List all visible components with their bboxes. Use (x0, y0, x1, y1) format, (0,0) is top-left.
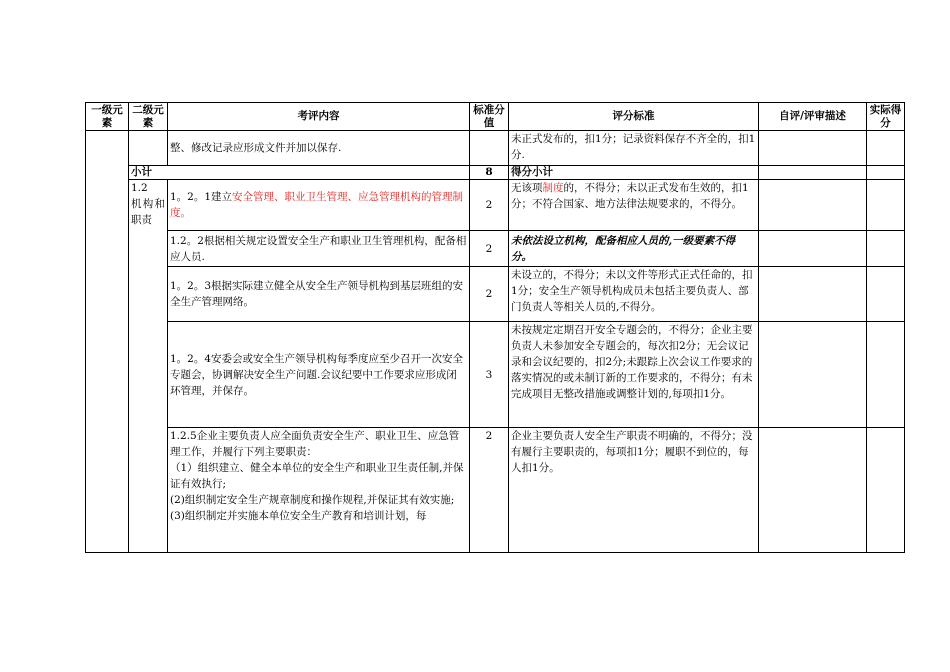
level2-element-cell (129, 131, 168, 166)
score-cell (470, 131, 509, 166)
content-line: （1）组织建立、健全本单位的安全生产和职业卫生责任制,并保证有效执行; (170, 462, 464, 490)
header-standard-score: 标准分值 (470, 103, 509, 131)
actual-score-cell (867, 131, 905, 166)
self-review-cell (759, 428, 867, 553)
score-cell: 2 (470, 428, 509, 553)
criteria-cell: 未依法设立机构，配备相应人员的,一级要素不得分。 (509, 231, 759, 267)
assessment-table (85, 102, 905, 553)
criteria-text: 无该项 (511, 182, 543, 194)
actual-score-cell (867, 180, 905, 231)
actual-score-cell (867, 267, 905, 322)
self-review-cell (759, 231, 867, 267)
self-review-cell (759, 166, 867, 180)
content-line: (3)组织制定并实施本单位安全生产教育和培训计划，每 (170, 510, 427, 522)
header-level2-element: 二级元素 (129, 103, 168, 131)
header-self-review-description: 自评/评审描述 (759, 103, 867, 131)
subtotal-score: 8 (470, 166, 509, 180)
header-assessment-content: 考评内容 (168, 103, 470, 131)
content-line: (2)组织制定安全生产规章制度和操作规程,并保证其有效实施; (170, 494, 455, 506)
subtotal-row (86, 166, 905, 180)
criteria-text-rest: 的，不得分；未以正式发布生效的，扣1分；不符合国家、地方法律法规要求的，不得分。 (511, 182, 749, 210)
content-text: 1。2。1建立 (170, 191, 233, 203)
level1-element-cell (86, 131, 129, 553)
criteria-highlight: 制度 (542, 182, 564, 194)
header-actual-score: 实际得分 (867, 103, 905, 131)
actual-score-cell (867, 166, 905, 180)
criteria-cell (509, 180, 759, 231)
content-cell: 1。2。4安委会或安全生产领导机构每季度应至少召开一次安全专题会，协调解决安全生产问题.会议纪要中工作要求应形成闭环管理，并保存。 (168, 322, 470, 428)
score-cell: 3 (470, 322, 509, 428)
criteria-cell: 企业主要负责人安全生产职责不明确的，不得分；没有履行主要职责的，每项扣1分；履职不到位的，每人扣1分。 (509, 428, 759, 553)
score-cell: 2 (470, 267, 509, 322)
content-cell: 整、修改记录应形成文件并加以保存. (168, 131, 470, 166)
criteria-cell: 未设立的，不得分；未以文件等形式正式任命的，扣1分；安全生产领导机构成员未包括主要负责人、部门负责人等相关人员的,不得分。 (509, 267, 759, 322)
subtotal-criteria: 得分小计 (509, 166, 759, 180)
score-cell: 2 (470, 180, 509, 231)
content-cell: 1。2。3根据实际建立健全从安全生产领导机构到基层班组的安全生产管理网络。 (168, 267, 470, 322)
score-cell: 2 (470, 231, 509, 267)
table-row (86, 267, 905, 322)
table-row (86, 180, 905, 231)
subtotal-label: 小计 (129, 166, 470, 180)
table-row (86, 231, 905, 267)
criteria-cell: 未按规定定期召开安全专题会的，不得分；企业主要负责人未参加安全专题会的，每次扣2分；无会议记录和会议纪要的，扣2分;未跟踪上次会议工作要求的落实情况的或未制订新的工作要求的，不得分；有未完成项目无整改措施或调整计划的,每项扣1分。 (509, 322, 759, 428)
content-cell (168, 428, 470, 553)
actual-score-cell (867, 231, 905, 267)
header-scoring-criteria: 评分标准 (509, 103, 759, 131)
table-header-row (86, 103, 905, 131)
self-review-cell (759, 322, 867, 428)
section-label-org-duties: 1.2 机构和职责 (129, 180, 168, 553)
table-row (86, 428, 905, 553)
content-cell: 1.2。2根据相关规定设置安全生产和职业卫生管理机构，配备相应人员. (168, 231, 470, 267)
self-review-cell (759, 180, 867, 231)
table-row (86, 322, 905, 428)
content-line: 1.2.5企业主要负责人应全面负责安全生产、职业卫生、应急管理工作，并履行下列主要职责： (170, 430, 460, 458)
self-review-cell (759, 267, 867, 322)
actual-score-cell (867, 428, 905, 553)
table-row (86, 131, 905, 166)
criteria-cell: 未正式发布的，扣1分；记录资料保存不齐全的，扣1分. (509, 131, 759, 166)
self-review-cell (759, 131, 867, 166)
actual-score-cell (867, 322, 905, 428)
content-highlight: 安全管理、职业卫生管理、应急管理机构的管理制度。 (170, 191, 464, 219)
content-cell (168, 180, 470, 231)
header-level1-element: 一级元素 (86, 103, 129, 131)
